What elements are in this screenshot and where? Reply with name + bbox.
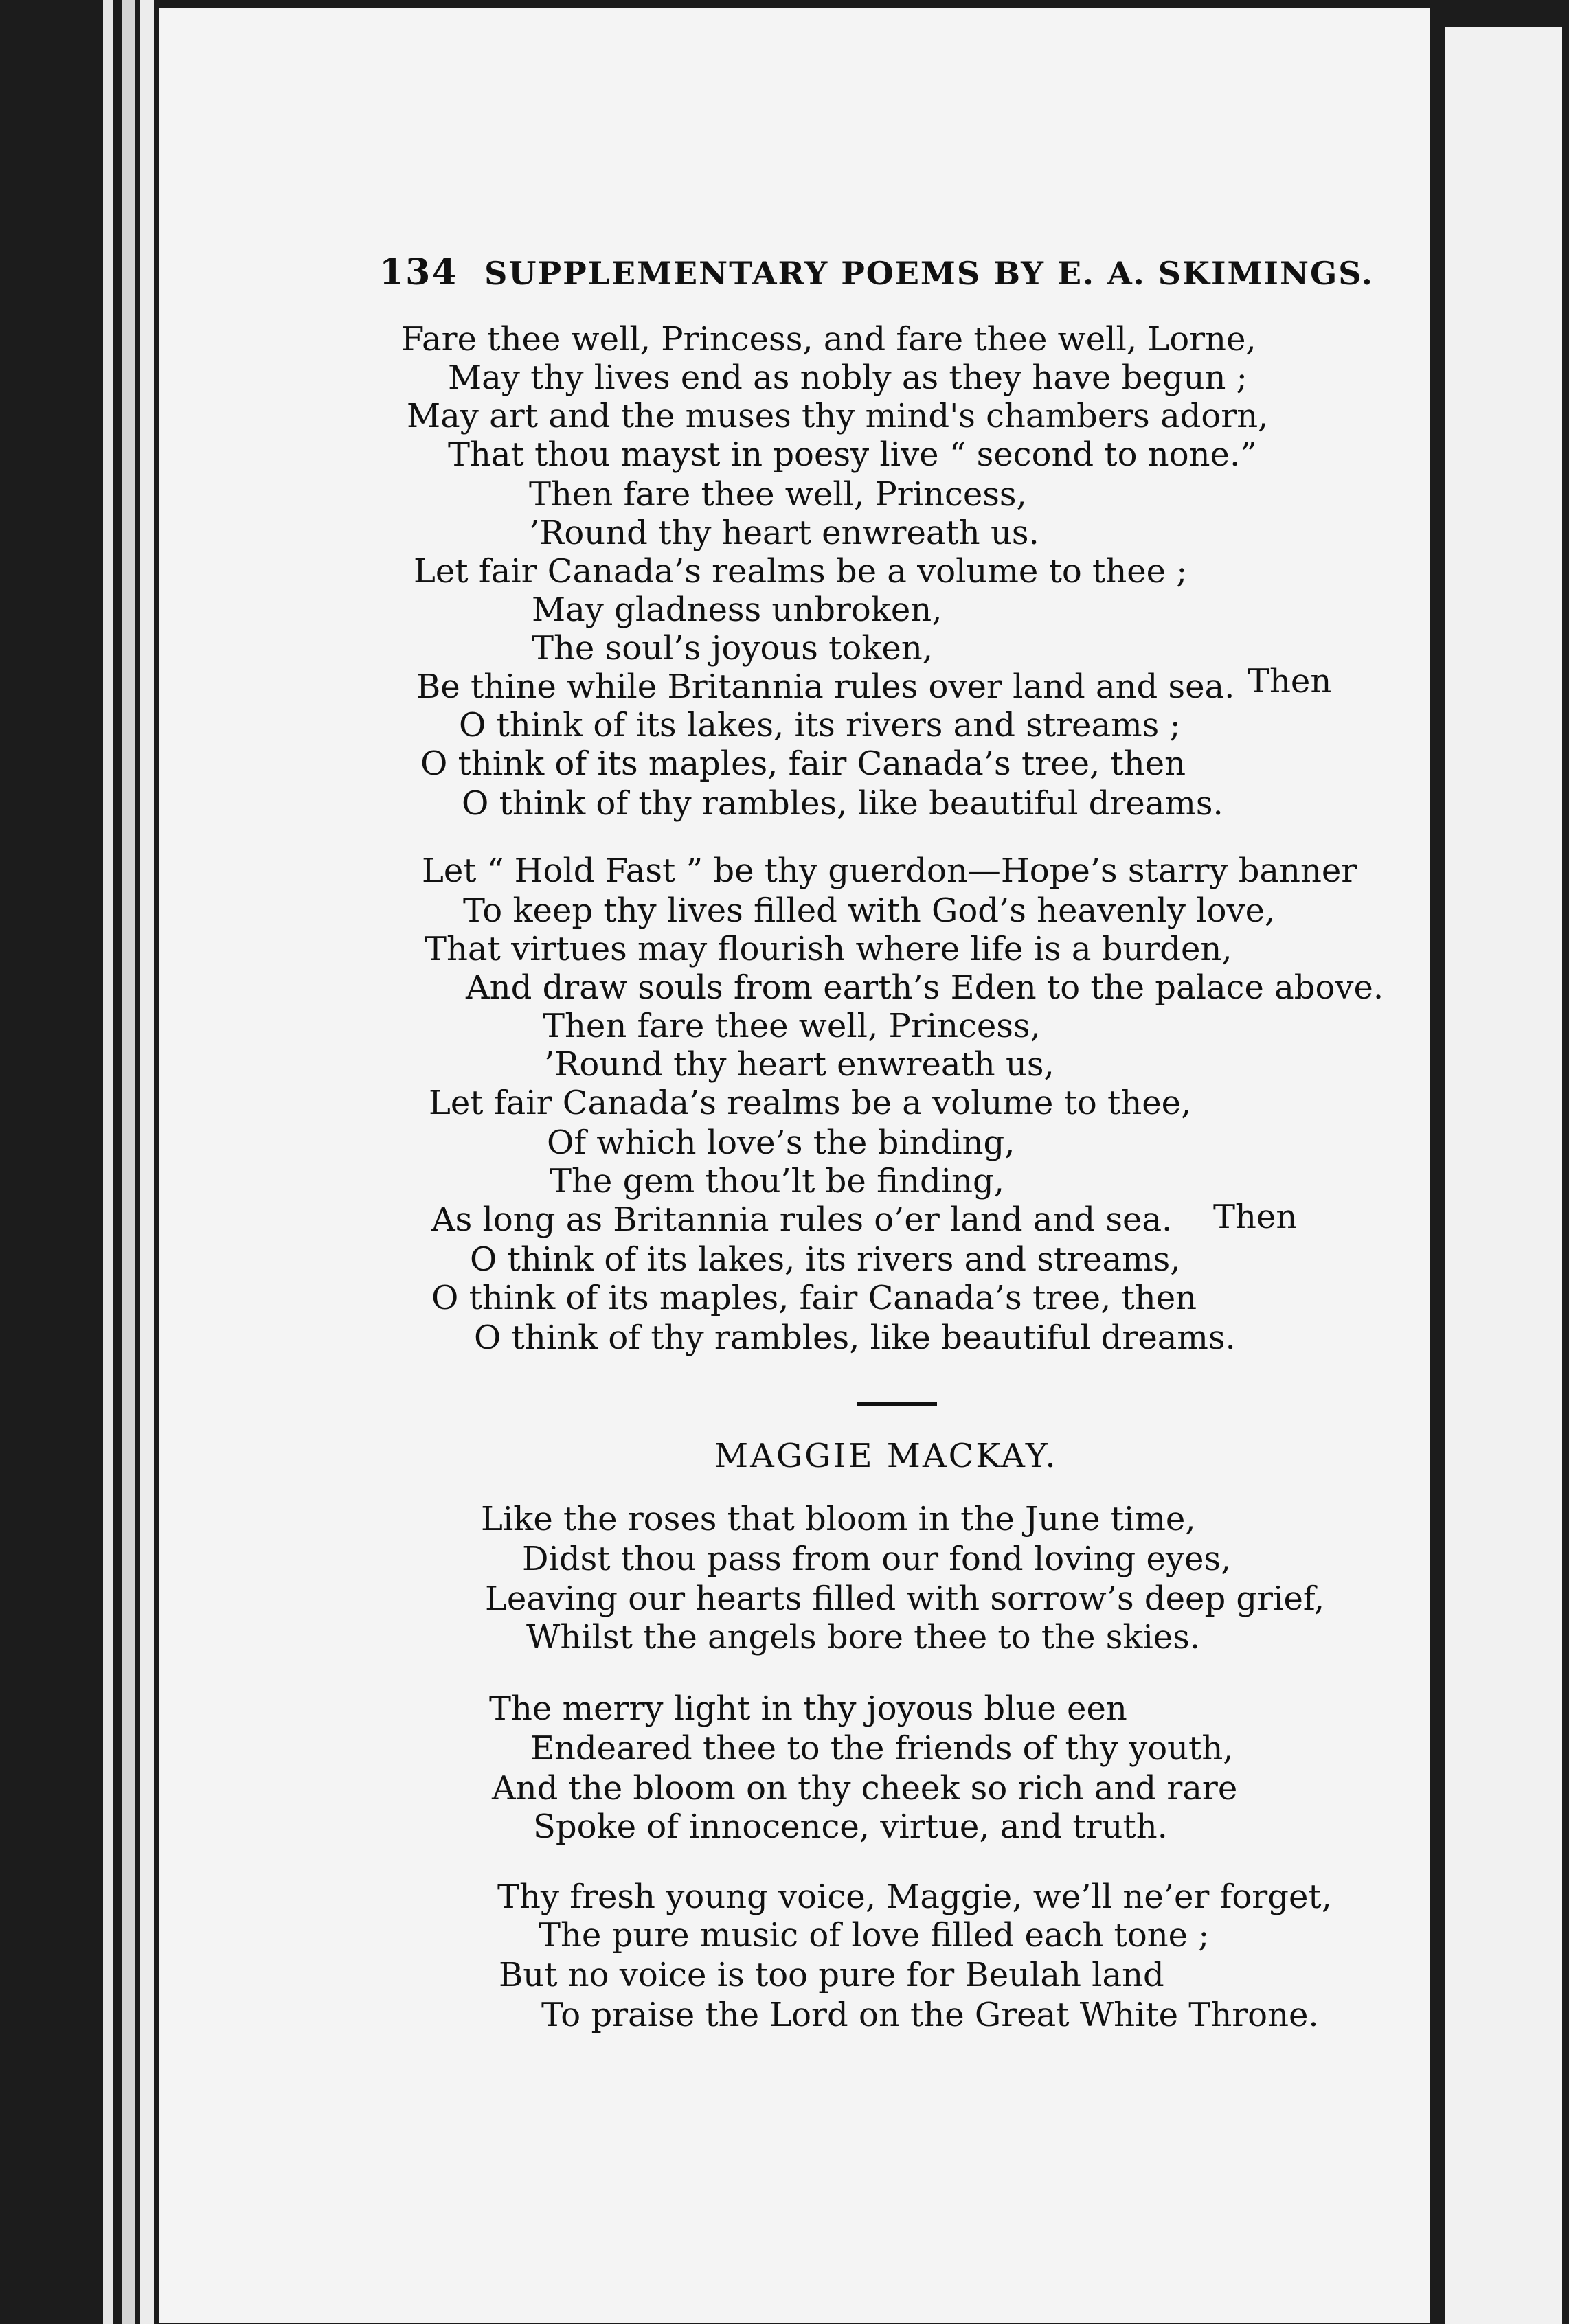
poem-line: O think of its lakes, its rivers and streams, bbox=[470, 1240, 1181, 1279]
poem-line: As long as Britannia rules o’er land and sea. bbox=[431, 1200, 1173, 1239]
poem-line: And the bloom on thy cheek so rich and rare bbox=[492, 1769, 1238, 1808]
poem-line: To praise the Lord on the Great White Throne. bbox=[541, 1996, 1319, 2034]
poem-line: Let fair Canada’s realms be a volume to thee, bbox=[429, 1084, 1192, 1122]
poem-line: May thy lives end as nobly as they have begun ; bbox=[448, 358, 1248, 397]
poem-line: Spoke of innocence, virtue, and truth. bbox=[533, 1808, 1168, 1846]
facing-page-edge bbox=[1445, 27, 1562, 2324]
poem-line: The pure music of love filled each tone ; bbox=[539, 1916, 1210, 1955]
poem-line: O think of its lakes, its rivers and streams ; bbox=[459, 706, 1181, 744]
poem-line: Then fare thee well, Princess, bbox=[529, 475, 1027, 514]
poem-line: Be thine while Britannia rules over land and sea. bbox=[416, 668, 1235, 706]
running-title: SUPPLEMENTARY POEMS BY E. A. SKIMINGS. bbox=[484, 255, 1374, 292]
running-header bbox=[379, 251, 1374, 293]
poem-line: ’Round thy heart enwreath us, bbox=[544, 1045, 1054, 1084]
poem-line: The soul’s joyous token, bbox=[532, 629, 933, 668]
poem-line: Endeared thee to the friends of thy youth, bbox=[530, 1729, 1234, 1768]
poem-line: O think of thy rambles, like beautiful dreams. bbox=[474, 1319, 1236, 1357]
poem-line: May gladness unbroken, bbox=[532, 591, 942, 629]
page-number: 134 bbox=[379, 251, 458, 293]
poem-line: That thou mayst in poesy live “ second to none.” bbox=[448, 435, 1257, 474]
poem-line: Let fair Canada’s realms be a volume to thee ; bbox=[414, 552, 1188, 591]
book-edge bbox=[122, 0, 135, 2324]
poem-line: O think of thy rambles, like beautiful dreams. bbox=[462, 784, 1223, 823]
poem-line: The gem thou’lt be finding, bbox=[550, 1162, 1004, 1200]
poem-line: O think of its maples, fair Canada’s tree, then bbox=[420, 744, 1186, 783]
poem-line: Of which love’s the binding, bbox=[547, 1124, 1015, 1162]
poem-line-then: Then bbox=[1248, 662, 1332, 700]
poem-title: MAGGIE MACKAY. bbox=[714, 1437, 1058, 1475]
poem-line: Leaving our hearts filled with sorrow’s deep grief, bbox=[485, 1580, 1325, 1618]
poem-line: Whilst the angels bore thee to the skies. bbox=[526, 1618, 1201, 1656]
book-edge bbox=[103, 0, 113, 2324]
poem-line: That virtues may flourish where life is a burden, bbox=[425, 930, 1232, 968]
poem-line: The merry light in thy joyous blue een bbox=[489, 1689, 1127, 1728]
poem-line: To keep thy lives filled with God’s heavenly love, bbox=[463, 891, 1276, 930]
section-divider bbox=[857, 1402, 937, 1406]
poem-line: May art and the muses thy mind's chambers adorn, bbox=[407, 397, 1269, 435]
poem-line: Thy fresh young voice, Maggie, we’ll ne’er forget, bbox=[497, 1878, 1332, 1916]
poem-line: Fare thee well, Princess, and fare thee well, Lorne, bbox=[401, 320, 1256, 358]
poem-line-then: Then bbox=[1213, 1198, 1298, 1236]
poem-line: Let “ Hold Fast ” be thy guerdon—Hope’s starry banner bbox=[422, 852, 1357, 890]
poem-line: Didst thou pass from our fond loving eyes, bbox=[522, 1540, 1232, 1578]
poem-line: Like the roses that bloom in the June time, bbox=[481, 1500, 1196, 1538]
poem-line: O think of its maples, fair Canada’s tree, then bbox=[431, 1279, 1197, 1317]
poem-line: And draw souls from earth’s Eden to the palace above. bbox=[466, 968, 1384, 1007]
poem-line: ’Round thy heart enwreath us. bbox=[529, 514, 1039, 552]
poem-line: But no voice is too pure for Beulah land bbox=[499, 1956, 1164, 1994]
poem-line: Then fare thee well, Princess, bbox=[543, 1007, 1041, 1045]
book-edge bbox=[140, 0, 154, 2324]
